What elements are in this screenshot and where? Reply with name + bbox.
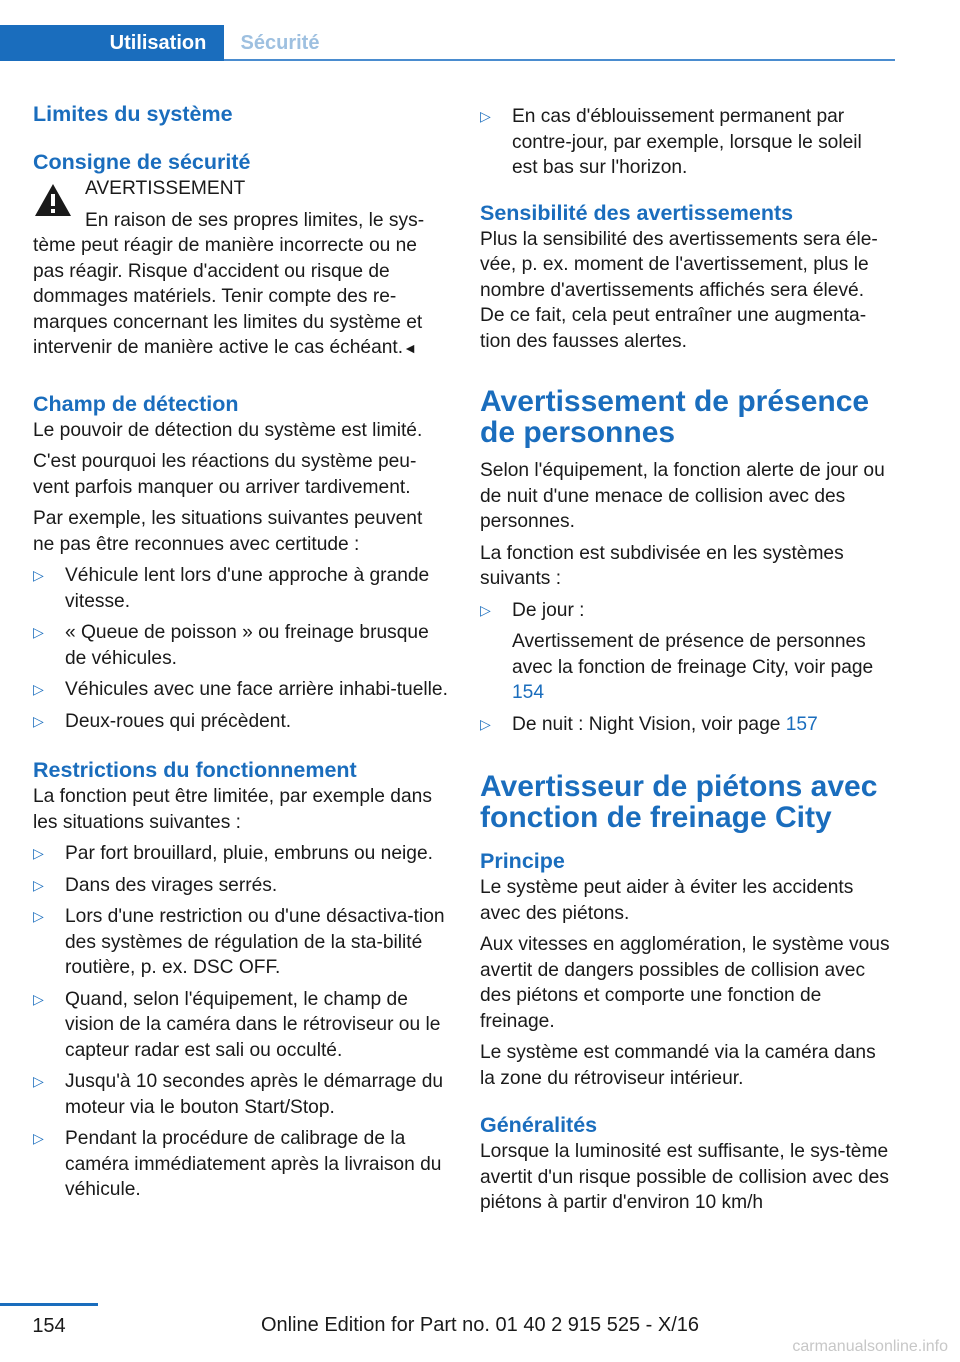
- bullet-triangle-icon: ▷: [33, 567, 44, 583]
- bullet-triangle-icon: ▷: [33, 908, 44, 924]
- page-number: 154: [32, 1315, 66, 1337]
- heading-pedestrian: Avertisseur de piétons avec fonction de freinage City: [480, 770, 878, 834]
- watermark: carmanualsonline.info: [792, 1338, 948, 1355]
- list-item: [33, 1069, 448, 1120]
- list-item: [33, 677, 448, 703]
- list-item-day: [480, 598, 890, 706]
- warning-text: [33, 233, 448, 362]
- paragraph-principle-3: Le système est commandé via la caméra dans la zone du rétroviseur intérieur.: [480, 1042, 876, 1089]
- right-column: [480, 104, 890, 1216]
- list-item-text: Pendant la procédure de calibrage de la caméra immédiatement après la livraison du véhicule.: [65, 1128, 442, 1200]
- paragraph-restrictions: La fonction peut être limitée, par exemple dans les situations suivantes :: [33, 786, 432, 833]
- day-description: [512, 629, 890, 706]
- left-column: [33, 100, 448, 1209]
- warning-block: [33, 176, 448, 362]
- bullet-triangle-icon: ▷: [33, 1130, 44, 1146]
- tab-utilisation-label: Utilisation: [109, 31, 207, 54]
- paragraph-principle-1: Le système peut aider à éviter les accidents avec des piétons.: [480, 877, 854, 924]
- list-item-night: [480, 712, 890, 738]
- bullet-triangle-icon: ▷: [33, 712, 44, 729]
- end-mark-icon: ◄: [403, 340, 417, 356]
- bullet-triangle-icon: ▷: [33, 1073, 44, 1089]
- list-presence: [480, 598, 890, 738]
- list-detection: [33, 563, 448, 734]
- heading-detection: Champ de détection: [33, 391, 239, 416]
- tab-securite-label: Sécurité: [240, 31, 320, 54]
- heading-limits: Limites du système: [33, 102, 233, 126]
- bullet-triangle-icon: ▷: [33, 681, 44, 697]
- list-item: [33, 873, 448, 899]
- chapter-tabbar: [0, 25, 895, 61]
- list-glare: [480, 104, 890, 181]
- edition-footer: Online Edition for Part no. 01 40 2 915 525 - X/16: [260, 1314, 700, 1336]
- list-item-text: « Queue de poisson » ou freinage brusque de véhicules.: [65, 622, 429, 669]
- list-item-text: En cas d'éblouissement permanent par contre-jour, par exemple, lorsque le soleil est bas sur l'horizon.: [512, 106, 862, 178]
- list-item: [33, 1126, 448, 1203]
- page-link-154[interactable]: 154: [512, 682, 545, 703]
- heading-sensitivity: Sensibilité des avertissements: [480, 200, 794, 225]
- bullet-triangle-icon: ▷: [33, 990, 44, 1007]
- night-text: De nuit : Night Vision, voir page: [512, 713, 781, 735]
- list-item: [33, 709, 448, 735]
- list-item-text: Dans des virages serrés.: [65, 874, 278, 896]
- list-item: [33, 620, 448, 671]
- paragraph-general: Lorsque la luminosité est suffisante, le sys-tème avertit d'un risque possible de collision avec des piétons à partir d'environ 10 km/h: [480, 1141, 889, 1213]
- bullet-triangle-icon: ▷: [33, 876, 44, 893]
- day-label: De jour :: [512, 599, 585, 621]
- day-text: Avertissement de présence de personnes avec la fonction de freinage City, voir page: [512, 631, 874, 678]
- list-item-text: Jusqu'à 10 secondes après le démarrage du moteur via le bouton Start/Stop.: [65, 1071, 444, 1118]
- heading-safety: Consigne de sécurité: [33, 150, 251, 174]
- bullet-triangle-icon: ▷: [33, 845, 44, 861]
- tab-divider-line: [224, 59, 895, 61]
- heading-presence: Avertissement de présence de personnes: [480, 385, 870, 449]
- list-restrictions: [33, 841, 448, 1203]
- bullet-triangle-icon: ▷: [480, 108, 491, 124]
- page-link-157[interactable]: 157: [785, 713, 818, 735]
- heading-general: Généralités: [480, 1113, 598, 1137]
- bullet-triangle-icon: ▷: [480, 715, 491, 732]
- list-item: [33, 987, 448, 1064]
- paragraph-presence-1: Selon l'équipement, la fonction alerte de jour ou de nuit d'une menace de collision avec des personnes.: [480, 460, 885, 532]
- warning-triangle-icon: [33, 182, 73, 218]
- list-item-text: Lors d'une restriction ou d'une désactiva-tion des systèmes de régulation de la sta-bilité routière, p. ex. DSC OFF.: [65, 906, 445, 978]
- list-item-text: Véhicules avec une face arrière inhabi-tuelle.: [65, 679, 448, 700]
- list-item-text: Quand, selon l'équipement, le champ de vision de la caméra dans le rétroviseur ou le capteur radar est sali ou occulté.: [65, 988, 441, 1061]
- heading-principle: Principe: [480, 849, 565, 873]
- list-item: [33, 563, 448, 614]
- list-item: [33, 841, 448, 867]
- heading-restrictions: Restrictions du fonctionnement: [33, 758, 357, 782]
- tab-securite[interactable]: [224, 25, 336, 61]
- paragraph-detection-3: Par exemple, les situations suivantes peuvent ne pas être reconnues avec certitude :: [33, 508, 423, 555]
- list-item: [480, 104, 890, 181]
- paragraph-sensitivity: Plus la sensibilité des avertissements sera éle-vée, p. ex. moment de l'avertissement, plus le nombre d'avertissements affichés sera élevé. De ce fait, cela peut entraîner une augmenta-tion des fausses alertes.: [480, 228, 878, 352]
- warning-text-first-line: En raison de ses propres limites, le sys-: [85, 209, 425, 231]
- bullet-triangle-icon: ▷: [33, 624, 44, 640]
- page-number-rule: [0, 1303, 98, 1306]
- bullet-triangle-icon: ▷: [480, 601, 491, 618]
- tab-utilisation[interactable]: [0, 25, 224, 61]
- list-item-text: Par fort brouillard, pluie, embruns ou neige.: [65, 843, 433, 864]
- paragraph-detection-2: C'est pourquoi les réactions du système peu-vent parfois manquer ou arriver tardivement.: [33, 451, 417, 498]
- warning-title: AVERTISSEMENT: [85, 178, 246, 199]
- paragraph-detection-1: Le pouvoir de détection du système est limité.: [33, 419, 423, 441]
- paragraph-principle-2: Aux vitesses en agglomération, le système vous avertit de dangers possibles de collision avec des piétons et comporte une fonction de freinage.: [480, 934, 890, 1032]
- list-item: [33, 904, 448, 981]
- warning-text-body: tème peut réagir de manière incorrecte ou ne pas réagir. Risque d'accident ou risque de dommages matériels. Tenir compte des re-marques concernant les limites du système et intervenir de manière active le cas échéant.: [33, 235, 423, 358]
- list-item-text: Véhicule lent lors d'une approche à grande vitesse.: [65, 565, 430, 612]
- paragraph-presence-2: La fonction est subdivisée en les systèmes suivants :: [480, 542, 844, 589]
- list-item-text: Deux-roues qui précèdent.: [65, 710, 292, 732]
